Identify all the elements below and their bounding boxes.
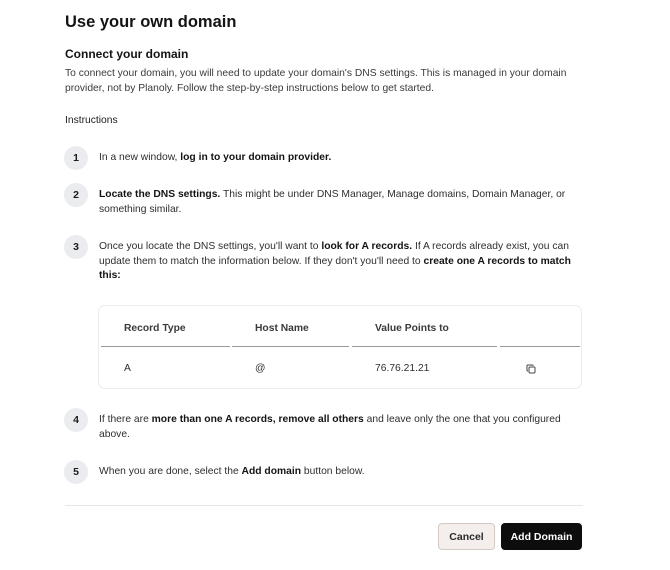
- step-text-part: button below.: [301, 466, 365, 477]
- step-text-part: If A records already exist, you can update them to match the information below. If they don't you'll need to: [99, 241, 569, 267]
- header-underline: [101, 346, 230, 347]
- dns-record-table: [98, 305, 582, 389]
- footer-divider: [65, 505, 583, 506]
- header-underline: [500, 346, 580, 347]
- cell-record-type: A: [124, 363, 131, 374]
- header-underline: [232, 346, 349, 347]
- step-number-badge: 3: [64, 235, 88, 259]
- section-heading: Connect your domain: [65, 47, 189, 61]
- step-text-part: When you are done, select the: [99, 466, 242, 477]
- header-underline: [352, 346, 497, 347]
- step-number-badge: 5: [64, 460, 88, 484]
- step-text-part: Once you locate the DNS settings, you'll want to: [99, 241, 322, 252]
- cell-value: 76.76.21.21: [375, 363, 430, 374]
- step-text-bold: look for A records.: [321, 241, 413, 252]
- step-text-bold: log in to your domain provider.: [180, 152, 332, 163]
- column-header-record-type: Record Type: [124, 323, 186, 334]
- instructions-label: Instructions: [65, 115, 118, 126]
- step-text-bold: Add domain: [241, 466, 302, 477]
- step-text-bold: more than one A records, remove all others: [151, 414, 364, 425]
- step-text-part: and leave only the one that you configured above.: [99, 414, 561, 440]
- step-text-part: This might be under DNS Manager, Manage domains, Domain Manager, or something similar.: [99, 189, 566, 215]
- step-text-part: In a new window,: [99, 152, 181, 163]
- dialog-title: Use your own domain: [65, 13, 237, 31]
- step-text: [99, 413, 579, 442]
- step-text-part: If there are: [99, 414, 152, 425]
- cell-host-name: @: [255, 363, 266, 374]
- step-text: [99, 188, 579, 217]
- step-text-bold: Locate the DNS settings.: [99, 189, 221, 200]
- step-text: [99, 240, 579, 284]
- step-number-badge: 4: [64, 408, 88, 432]
- intro-text: To connect your domain, you will need to update your domain's DNS settings. This is managed in your domain provider, not by Planoly. Follow the step-by-step instructions below to get started.: [65, 68, 567, 94]
- step-text: [99, 151, 579, 166]
- column-header-value: Value Points to: [375, 323, 449, 334]
- add-domain-button[interactable]: Add Domain: [501, 523, 582, 550]
- step-text-bold: create one A records to match this:: [99, 255, 571, 281]
- step-number-badge: 1: [64, 146, 88, 170]
- step-text: [99, 465, 579, 480]
- column-header-host-name: Host Name: [255, 323, 309, 334]
- copy-icon[interactable]: [523, 361, 539, 377]
- cancel-button[interactable]: Cancel: [438, 523, 495, 550]
- step-number-badge: 2: [64, 183, 88, 207]
